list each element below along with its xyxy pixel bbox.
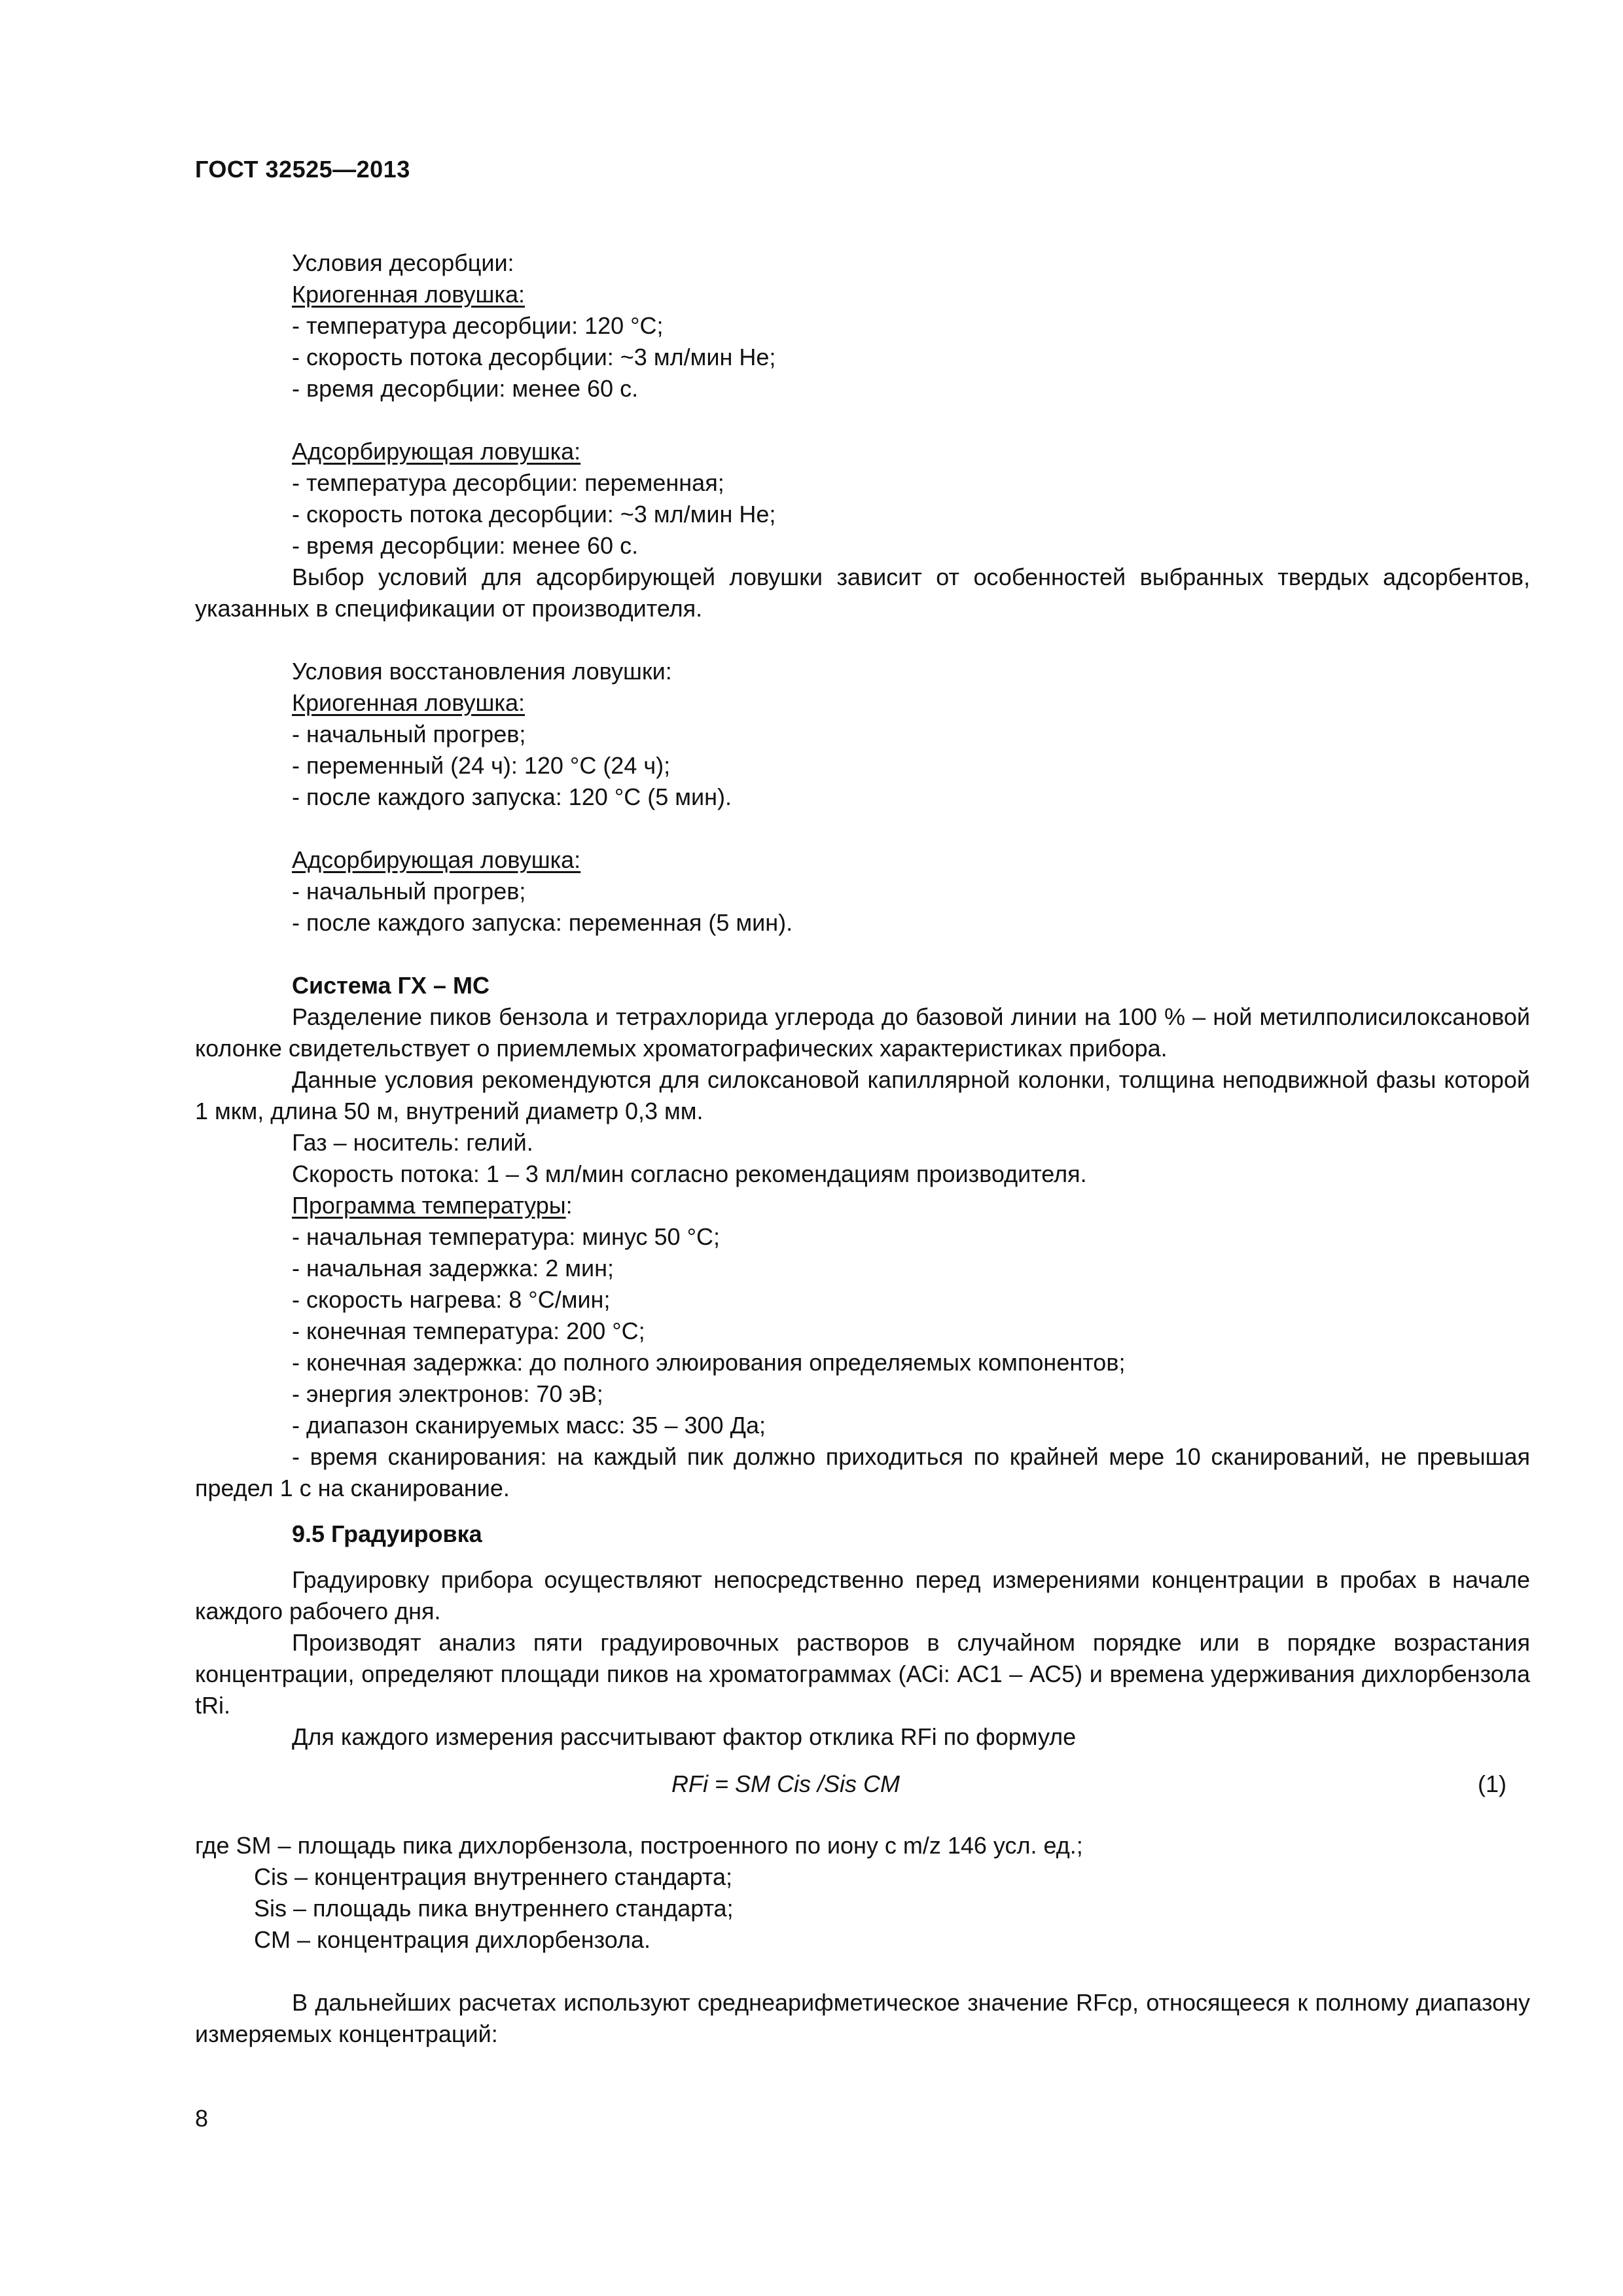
list-item: - конечная задержка: до полного элюирования определяемых компонентов; [292, 1349, 1126, 1376]
formula-number: (1) [1478, 1770, 1507, 1797]
list-item: - время сканирования: на каждый пик должно приходиться по крайней мере 10 сканирований, не превышая предел 1 с на сканирование. [195, 1443, 1530, 1501]
calibration-paragraph-3: Для каждого измерения рассчитывают фактор отклика RFi по формуле [292, 1723, 1077, 1750]
list-item: - переменный (24 ч): 120 °С (24 ч); [292, 752, 671, 779]
where-line: CМ – концентрация дихлорбензола. [254, 1926, 651, 1953]
gcms-program-colon: : [565, 1192, 573, 1219]
page-number: 8 [195, 2105, 209, 2132]
list-item: - скорость нагрева: 8 °С/мин; [292, 1286, 611, 1313]
list-item: - после каждого запуска: 120 °С (5 мин). [292, 783, 732, 810]
where-line: где SМ – площадь пика дихлорбензола, построенного по иону с m/z 146 усл. ед.; [195, 1832, 1083, 1859]
desorption-cryo-title: Криогенная ловушка: [292, 281, 525, 308]
list-item: - энергия электронов: 70 эВ; [292, 1380, 603, 1407]
list-item: - время десорбции: менее 60 с. [292, 375, 639, 402]
calibration-paragraph-2: Производят анализ пяти градуировочных растворов в случайном порядке или в порядке возрастания концентрации, определяют площади пиков на хроматограммах (АСi: АС1 – АС5) и времена удерживания дихлорбензола tRi. [195, 1629, 1530, 1719]
list-item: - начальная температура: минус 50 °С; [292, 1223, 720, 1250]
document-body [195, 247, 1530, 2050]
list-item: - время десорбции: менее 60 с. [292, 532, 639, 559]
list-item: - начальная задержка: 2 мин; [292, 1255, 615, 1282]
gcms-flow: Скорость потока: 1 – 3 мл/мин согласно рекомендациям производителя. [292, 1160, 1087, 1187]
desorption-ads-title: Адсорбирующая ловушка: [292, 438, 581, 465]
formula-expression: RFi = SМ Cis /Sis CМ [671, 1770, 901, 1797]
recovery-ads-title: Адсорбирующая ловушка: [292, 846, 581, 873]
where-line: Sis – площадь пика внутреннего стандарта; [254, 1895, 734, 1922]
gcms-program-title: Программа температуры [292, 1192, 566, 1219]
formula [195, 1766, 1530, 1808]
list-item: - начальный прогрев; [292, 878, 526, 905]
calibration-paragraph-4: В дальнейших расчетах используют среднеарифметическое значение RFср, относящееся к полному диапазону измеряемых концентраций: [195, 1989, 1530, 2047]
gcms-gas: Газ – носитель: гелий. [292, 1129, 533, 1156]
desorption-note: Выбор условий для адсорбирующей ловушки зависит от особенностей выбранных твердых адсорбентов, указанных в спецификации от производителя. [195, 564, 1530, 622]
list-item: - после каждого запуска: переменная (5 мин). [292, 909, 793, 936]
calibration-paragraph-1: Градуировку прибора осуществляют непосредственно перед измерениями концентрации в пробах в начале каждого рабочего дня. [195, 1566, 1530, 1624]
gcms-title: Система ГХ – МС [292, 972, 490, 999]
recovery-cryo-title: Криогенная ловушка: [292, 689, 525, 716]
document-code: ГОСТ 32525—2013 [195, 156, 410, 183]
recovery-title: Условия восстановления ловушки: [292, 658, 672, 685]
gcms-paragraph-1: Разделение пиков бензола и тетрахлорида углерода до базовой линии на 100 % – ной метилполисилоксановой колонке свидетельствует о приемлемых хроматографических характеристиках прибора. [195, 1003, 1530, 1062]
list-item: - диапазон сканируемых масс: 35 – 300 Да; [292, 1412, 766, 1439]
list-item: - конечная температура: 200 °С; [292, 1318, 645, 1344]
list-item: - температура десорбции: переменная; [292, 469, 724, 496]
calibration-title: 9.5 Градуировка [292, 1520, 482, 1547]
list-item: - начальный прогрев; [292, 721, 526, 747]
list-item: - скорость потока десорбции: ~3 мл/мин Не; [292, 344, 776, 370]
desorption-title: Условия десорбции: [292, 249, 514, 276]
gcms-paragraph-2: Данные условия рекомендуются для силоксановой капиллярной колонки, толщина неподвижной фазы которой 1 мкм, длина 50 м, внутрений диаметр 0,3 мм. [195, 1066, 1530, 1124]
list-item: - температура десорбции: 120 °С; [292, 312, 664, 339]
where-line: Cis – концентрация внутреннего стандарта; [254, 1863, 732, 1890]
list-item: - скорость потока десорбции: ~3 мл/мин Не; [292, 501, 776, 528]
